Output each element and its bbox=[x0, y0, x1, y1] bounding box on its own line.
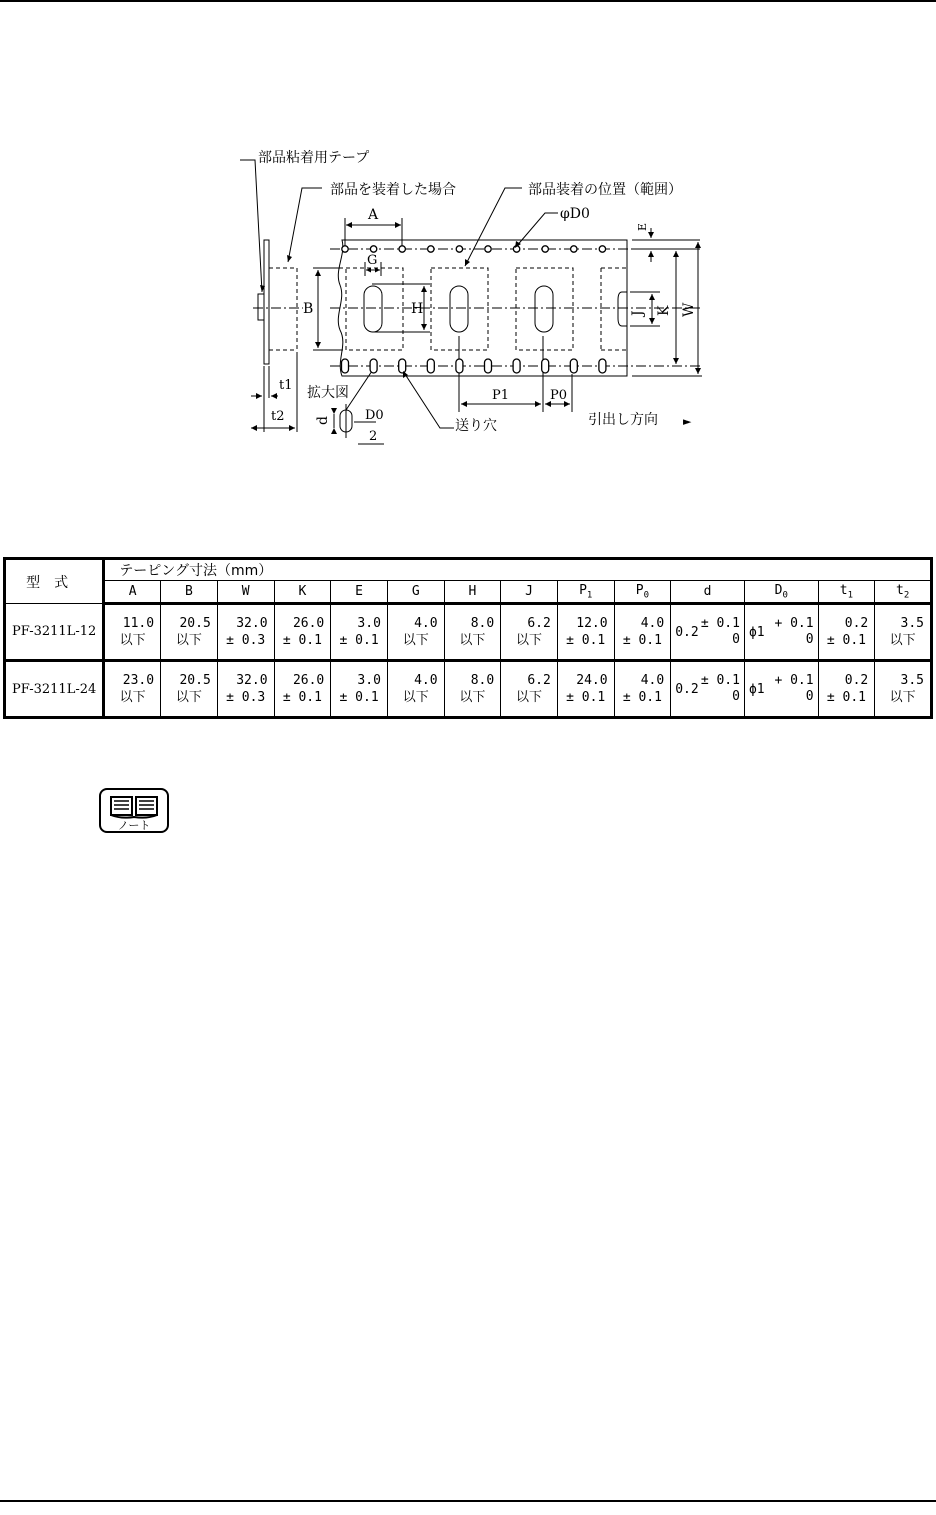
feed-hole bbox=[399, 359, 406, 373]
label-d0: φD0 bbox=[560, 206, 590, 222]
value-cell-E: 3.0 ± 0.1 bbox=[331, 604, 388, 661]
value-cell-G: 4.0 以下 bbox=[387, 661, 444, 718]
value-cell-A: 23.0 以下 bbox=[104, 661, 161, 718]
dim-B: B bbox=[303, 301, 314, 317]
taping-spec-table bbox=[3, 557, 933, 719]
leader-tape bbox=[240, 160, 262, 292]
dim-P0: P0 bbox=[550, 388, 568, 403]
model-header: 型式 bbox=[5, 559, 104, 604]
value-cell-A: 11.0 以下 bbox=[104, 604, 161, 661]
value-cell-P0: 4.0 ± 0.1 bbox=[614, 604, 671, 661]
leader-d0 bbox=[515, 213, 558, 248]
component-zone bbox=[516, 268, 573, 350]
leader-mounted bbox=[288, 188, 322, 262]
dim-2: 2 bbox=[369, 429, 378, 444]
dim-D0: D0 bbox=[365, 408, 384, 423]
feed-hole bbox=[599, 246, 605, 252]
group-header: テーピング寸法（mm） bbox=[104, 559, 932, 581]
column-header: $P_0$ bbox=[614, 581, 671, 604]
column-header: d bbox=[671, 581, 745, 604]
feed-hole bbox=[428, 246, 434, 252]
label-position: 部品装着の位置（範囲） bbox=[528, 182, 682, 198]
table-row bbox=[5, 604, 932, 661]
value-cell-t1: 0.2 ± 0.1 bbox=[818, 661, 875, 718]
leader-position bbox=[465, 188, 522, 266]
label-tape: 部品粘着用テープ bbox=[258, 150, 370, 166]
value-cell-G: 4.0 以下 bbox=[387, 604, 444, 661]
value-cell-K: 26.0 ± 0.1 bbox=[274, 604, 331, 661]
column-header: J bbox=[501, 581, 558, 604]
bottom-rule bbox=[0, 1500, 936, 1502]
feed-hole bbox=[456, 246, 462, 252]
value-cell-d: 0.2 ± 0.1 0 bbox=[671, 661, 745, 718]
feed-hole bbox=[370, 246, 376, 252]
feed-hole bbox=[571, 246, 577, 252]
column-header: $D_0$ bbox=[744, 581, 818, 604]
value-cell-t2: 3.5 以下 bbox=[875, 661, 932, 718]
value-cell-B: 20.5 以下 bbox=[161, 661, 218, 718]
dim-t1: t1 bbox=[279, 378, 293, 393]
leader-enlarged bbox=[346, 371, 372, 410]
value-cell-D0: ϕ1 + 0.1 0 bbox=[744, 604, 818, 661]
label-enlarged: 拡大図 bbox=[307, 385, 349, 401]
book-note-icon bbox=[99, 788, 169, 833]
value-cell-W: 32.0 ± 0.3 bbox=[217, 604, 274, 661]
component-zone bbox=[346, 268, 403, 350]
column-header: A bbox=[104, 581, 161, 604]
column-header: $t_2$ bbox=[875, 581, 932, 604]
feed-hole bbox=[570, 359, 577, 373]
component-slot bbox=[364, 286, 382, 332]
value-cell-W: 32.0 ± 0.3 bbox=[217, 661, 274, 718]
feed-hole bbox=[599, 359, 606, 373]
column-header: B bbox=[161, 581, 218, 604]
feed-hole bbox=[485, 359, 492, 373]
component-slot bbox=[535, 286, 553, 332]
value-cell-K: 26.0 ± 0.1 bbox=[274, 661, 331, 718]
column-header: H bbox=[444, 581, 501, 604]
value-cell-t2: 3.5 以下 bbox=[875, 604, 932, 661]
column-header: E bbox=[331, 581, 388, 604]
value-cell-P0: 4.0 ± 0.1 bbox=[614, 661, 671, 718]
dim-K: K bbox=[656, 305, 672, 316]
model-cell: PF-3211L-12 bbox=[5, 604, 104, 661]
value-cell-B: 20.5 以下 bbox=[161, 604, 218, 661]
taping-diagram bbox=[0, 0, 936, 480]
value-cell-D0: ϕ1 + 0.1 0 bbox=[744, 661, 818, 718]
model-cell: PF-3211L-24 bbox=[5, 661, 104, 718]
label-feed-hole: 送り穴 bbox=[455, 418, 497, 434]
column-header: K bbox=[274, 581, 331, 604]
column-header: G bbox=[387, 581, 444, 604]
note-label: ノート bbox=[117, 819, 151, 832]
value-cell-H: 8.0 以下 bbox=[444, 661, 501, 718]
dim-H: H bbox=[411, 301, 424, 317]
side-view-adhesive bbox=[258, 294, 264, 320]
value-cell-P1: 12.0 ± 0.1 bbox=[557, 604, 614, 661]
direction-arrow-icon: ► bbox=[683, 415, 692, 428]
feed-hole bbox=[513, 359, 520, 373]
feed-hole bbox=[485, 246, 491, 252]
label-direction: 引出し方向 bbox=[588, 412, 658, 428]
value-cell-H: 8.0 以下 bbox=[444, 604, 501, 661]
dim-G: G bbox=[367, 253, 378, 268]
feed-hole bbox=[542, 359, 549, 373]
feed-hole bbox=[542, 246, 548, 252]
value-cell-P1: 24.0 ± 0.1 bbox=[557, 661, 614, 718]
dim-d: d bbox=[315, 416, 331, 425]
column-header: $t_1$ bbox=[818, 581, 875, 604]
feed-hole bbox=[399, 246, 405, 252]
value-cell-J: 6.2 以下 bbox=[501, 661, 558, 718]
dim-J: J bbox=[630, 310, 646, 316]
leader-feed-hole bbox=[403, 371, 454, 428]
label-mounted: 部品を装着した場合 bbox=[330, 182, 456, 198]
value-cell-d: 0.2 ± 0.1 0 bbox=[671, 604, 745, 661]
component-slot bbox=[450, 286, 468, 332]
feed-hole bbox=[456, 359, 463, 373]
value-cell-E: 3.0 ± 0.1 bbox=[331, 661, 388, 718]
feed-hole bbox=[370, 359, 377, 373]
column-header: $P_1$ bbox=[557, 581, 614, 604]
feed-hole bbox=[427, 359, 434, 373]
dim-E: E bbox=[636, 222, 649, 231]
feed-hole bbox=[342, 359, 349, 373]
dim-t2: t2 bbox=[271, 409, 285, 424]
value-cell-J: 6.2 以下 bbox=[501, 604, 558, 661]
dim-A: A bbox=[368, 207, 379, 223]
dim-P1: P1 bbox=[492, 388, 510, 403]
table-row bbox=[5, 661, 932, 718]
column-header: W bbox=[217, 581, 274, 604]
value-cell-t1: 0.2 ± 0.1 bbox=[818, 604, 875, 661]
side-view-tape bbox=[264, 240, 269, 364]
feed-hole bbox=[342, 246, 348, 252]
dim-W: W bbox=[681, 302, 697, 317]
